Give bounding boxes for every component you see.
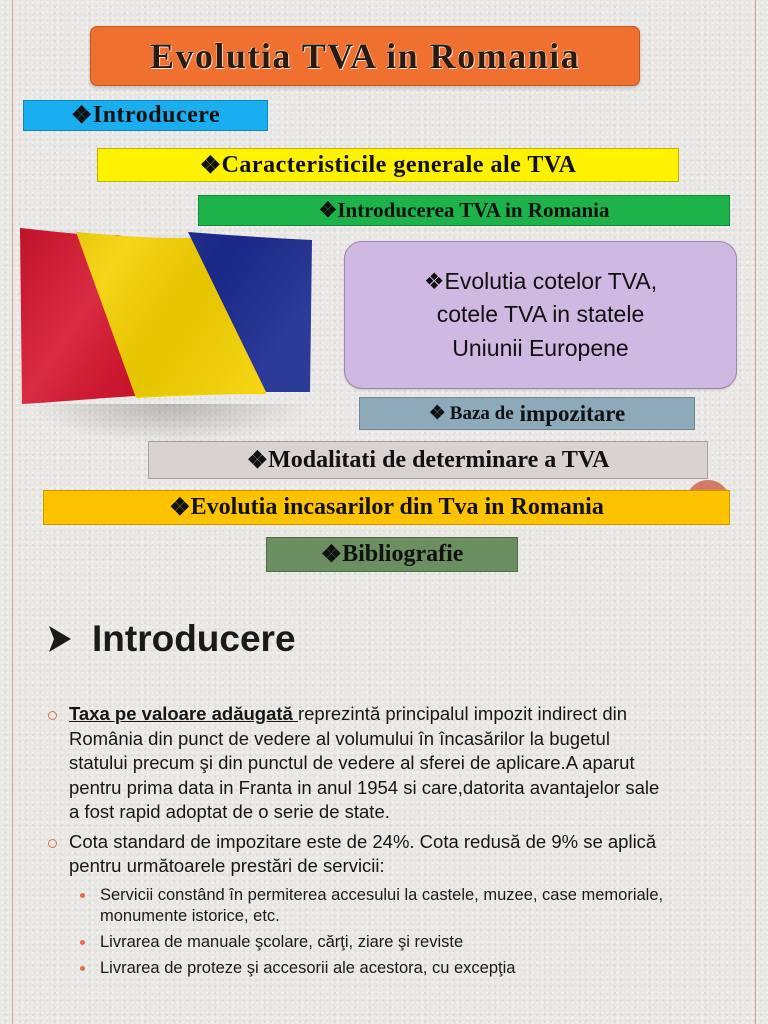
slide-title-text: Evolutia TVA in Romania [149,36,581,76]
cote-line-2: cotele TVA in statele [436,301,645,328]
menu-item-label: Introducerea TVA in Romania [337,198,610,222]
content-bullet-list [48,702,668,984]
diamond-bullet-icon: ❖ [428,403,446,424]
diamond-bullet-icon: ❖ [423,267,445,294]
tva-link[interactable]: Taxa pe valoare adăugată [69,703,298,724]
menu-item-caracteristici[interactable] [97,148,679,182]
romania-flag-image [18,226,314,406]
menu-item-label: Introducere [92,102,221,128]
paragraph-text: Cota standard de impozitare este de 24%. Cota redusă de 9% se aplică pentru următoarele prestări de servicii: [69,830,657,876]
menu-item-modalitati[interactable] [148,441,708,479]
menu-item-bibliografie[interactable] [266,537,518,572]
diamond-bullet-icon: ❖ [70,103,93,129]
menu-item-label: Evolutia incasarilor din Tva in Romania [190,494,604,520]
diamond-bullet-icon: ❖ [199,152,222,179]
sub-bullet-list [69,885,668,979]
diamond-bullet-icon: ❖ [169,495,191,521]
sub-list-item: Livrarea de proteze şi accesorii ale acestora, cu excepţia [69,958,668,979]
menu-item-label-big: impozitare [519,400,626,426]
sub-list-item: Livrarea de manuale şcolare, cărţi, ziare şi reviste [69,932,668,953]
section-heading-text: Introducere [92,618,296,659]
diamond-bullet-icon: ❖ [246,447,269,474]
diamond-bullet-icon: ❖ [320,542,343,568]
menu-item-evolutia-cotelor[interactable] [344,241,737,389]
arrow-right-icon [46,623,74,655]
diamond-bullet-icon: ❖ [318,198,338,222]
cote-line-3: Uniunii Europene [452,334,629,361]
sub-list-item: Servicii constând în permiterea accesului la castele, muzee, case memoriale, monumente istorice, etc. [69,885,668,927]
section-heading [46,618,296,660]
menu-item-label: Modalitati de determinare a TVA [268,446,610,473]
menu-item-label-small: Baza de [449,402,514,424]
menu-item-label-block [424,265,657,365]
menu-item-label: Bibliografie [342,541,464,567]
menu-item-introducere[interactable] [23,100,268,131]
list-item [48,830,668,979]
menu-item-evolutia-incasarilor[interactable] [43,490,730,525]
flag-reflection [30,404,310,444]
menu-item-introducerea-tva[interactable] [198,195,730,226]
slide-title [90,26,640,86]
cote-line-1 [424,265,657,298]
romania-flag-icon [18,226,314,406]
paragraph-text: reprezintă principalul impozit indirect din România din punct de vedere al volumului în încasărilor la bugetul statului precum şi din punctul de vedere al sferei de aplicare.A aparut pentru prima data in Franta in anul 1954 si care,datorita avantajelor sale a fost rapid adoptat de o serie de state. [69,703,660,822]
menu-item-label: Evolutia cotelor TVA, [444,267,658,294]
menu-item-label: Caracteristicile generale ale TVA [221,151,577,178]
list-item [48,702,668,825]
menu-item-baza-de-impozitare[interactable] [359,397,695,430]
